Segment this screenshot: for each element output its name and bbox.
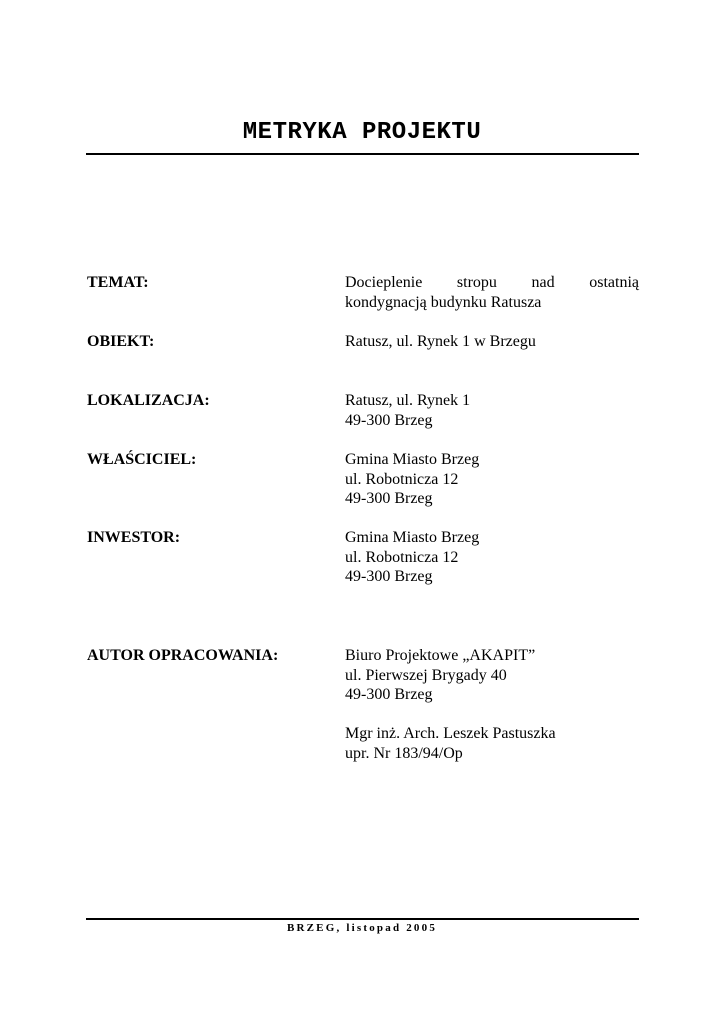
- field-value-inwestor: [345, 528, 639, 587]
- value-spacer: [345, 705, 639, 725]
- field-value-lokalizacja: [345, 391, 639, 430]
- field-label-inwestor: INWESTOR:: [87, 529, 181, 546]
- page-title: METRYKA PROJEKTU: [242, 119, 482, 146]
- footer-text: BRZEG, listopad 2005: [286, 922, 438, 934]
- value-line: 49-300 Brzeg: [345, 686, 433, 703]
- field-value-temat: [345, 273, 639, 312]
- title-divider: [86, 153, 639, 155]
- value-line: kondygnacją budynku Ratusza: [345, 293, 542, 311]
- value-line: Gmina Miasto Brzeg: [345, 529, 480, 546]
- value-line: ul. Robotnicza 12: [345, 548, 459, 566]
- value-line: 49-300 Brzeg: [345, 411, 433, 429]
- field-label-temat: TEMAT:: [87, 274, 149, 291]
- field-value-wlasciciel: [345, 450, 639, 509]
- field-value-obiekt: [345, 332, 639, 352]
- field-label-lokalizacja: LOKALIZACJA:: [87, 392, 210, 409]
- value-line: ul. Pierwszej Brygady 40: [345, 666, 507, 684]
- value-line: 49-300 Brzeg: [345, 490, 433, 507]
- value-line: Docieplenie stropu nad ostatnią: [345, 274, 639, 291]
- field-label-obiekt: OBIEKT:: [87, 333, 155, 350]
- field-label-autor-opracowania: AUTOR OPRACOWANIA:: [87, 647, 279, 664]
- value-line: Mgr inż. Arch. Leszek Pastuszka: [345, 725, 556, 742]
- value-line: ul. Robotnicza 12: [345, 470, 459, 488]
- value-line: upr. Nr 183/94/Op: [345, 744, 463, 762]
- value-line: Ratusz, ul. Rynek 1 w Brzegu: [345, 333, 536, 350]
- value-line: Gmina Miasto Brzeg: [345, 451, 480, 468]
- value-line: Ratusz, ul. Rynek 1: [345, 392, 471, 409]
- footer-divider: [86, 918, 639, 920]
- value-line: Biuro Projektowe „AKAPIT”: [345, 647, 536, 664]
- value-line: 49-300 Brzeg: [345, 568, 433, 585]
- field-value-autor-opracowania: [345, 646, 639, 763]
- field-label-wlasciciel: WŁAŚCICIEL:: [87, 451, 197, 468]
